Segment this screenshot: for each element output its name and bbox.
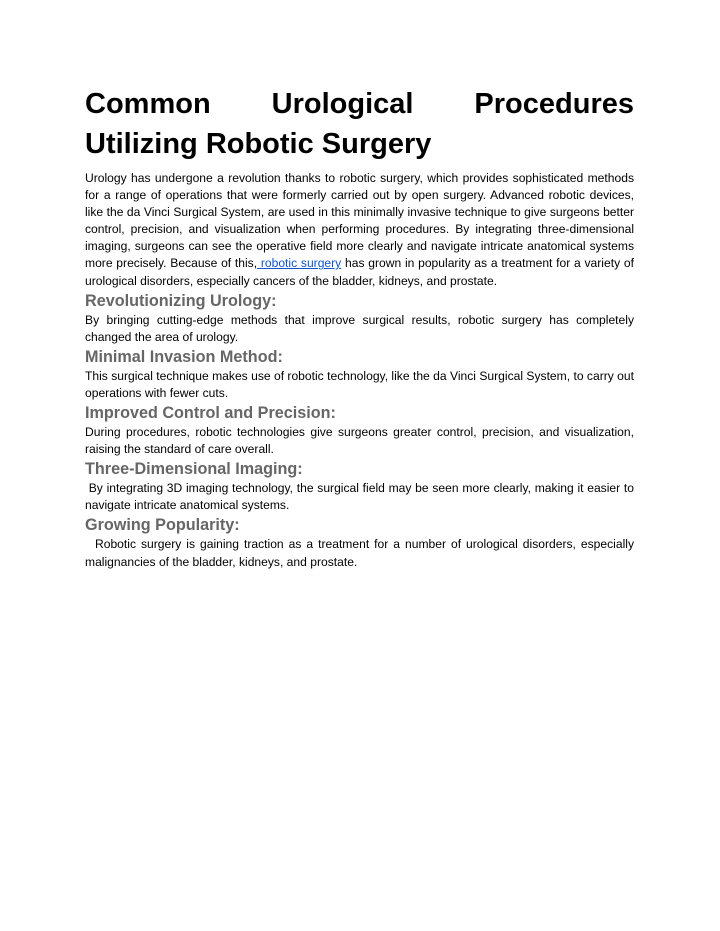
section-body-minimal-invasion: This surgical technique makes use of robotic technology, like the da Vinci Surgical System, to carry out operations with fewer cuts. (85, 368, 634, 400)
page-title-line-2: Utilizing Robotic Surgery (85, 128, 432, 160)
section-body-growing-popularity: Robotic surgery is gaining traction as a treatment for a number of urological disorders, especially malignancies of the bladder, kidneys, and prostate. (85, 537, 638, 569)
page-title (85, 84, 634, 164)
section-body-3d-imaging: By integrating 3D imaging technology, the surgical field may be seen more clearly, making it easier to navigate intricate anatomical systems. (85, 481, 638, 513)
section-heading-revolutionizing-urology: Revolutionizing Urology: (85, 291, 277, 310)
section-body-revolutionizing-urology: By bringing cutting-edge methods that improve surgical results, robotic surgery has completely changed the area of urology. (85, 312, 634, 344)
intro-text-after-link: has grown in popularity as a treatment for a variety of urological disorders, especially cancers of the bladder, kidneys, and prostate. (85, 256, 634, 288)
intro-text-before-link: Urology has undergone a revolution thanks to robotic surgery, which provides sophisticated methods for a range of operations that were formerly carried out by open surgery. Advanced robotic devices, like the da Vinci Surgical System, are used in this minimally invasive technique to give surgeons better control, precision, and visualization when performing procedures. By integrating three-dimensional imaging, surgeons can see the operative field more clearly and navigate intricate anatomical systems more precisely. Because of this, (85, 171, 634, 271)
intro-paragraph (85, 170, 634, 290)
section-heading-3d-imaging: Three-Dimensional Imaging: (85, 460, 303, 479)
section-body-improved-control: During procedures, robotic technologies give surgeons greater control, precision, and visualization, raising the standard of care overall. (85, 425, 634, 457)
section-heading-growing-popularity: Growing Popularity: (85, 516, 240, 535)
page-title-line-1: Common Urological Procedures (85, 88, 634, 120)
section-heading-minimal-invasion: Minimal Invasion Method: (85, 347, 283, 366)
robotic-surgery-link[interactable]: robotic surgery (257, 256, 342, 271)
section-heading-improved-control: Improved Control and Precision: (85, 404, 336, 423)
document-page (85, 84, 638, 571)
